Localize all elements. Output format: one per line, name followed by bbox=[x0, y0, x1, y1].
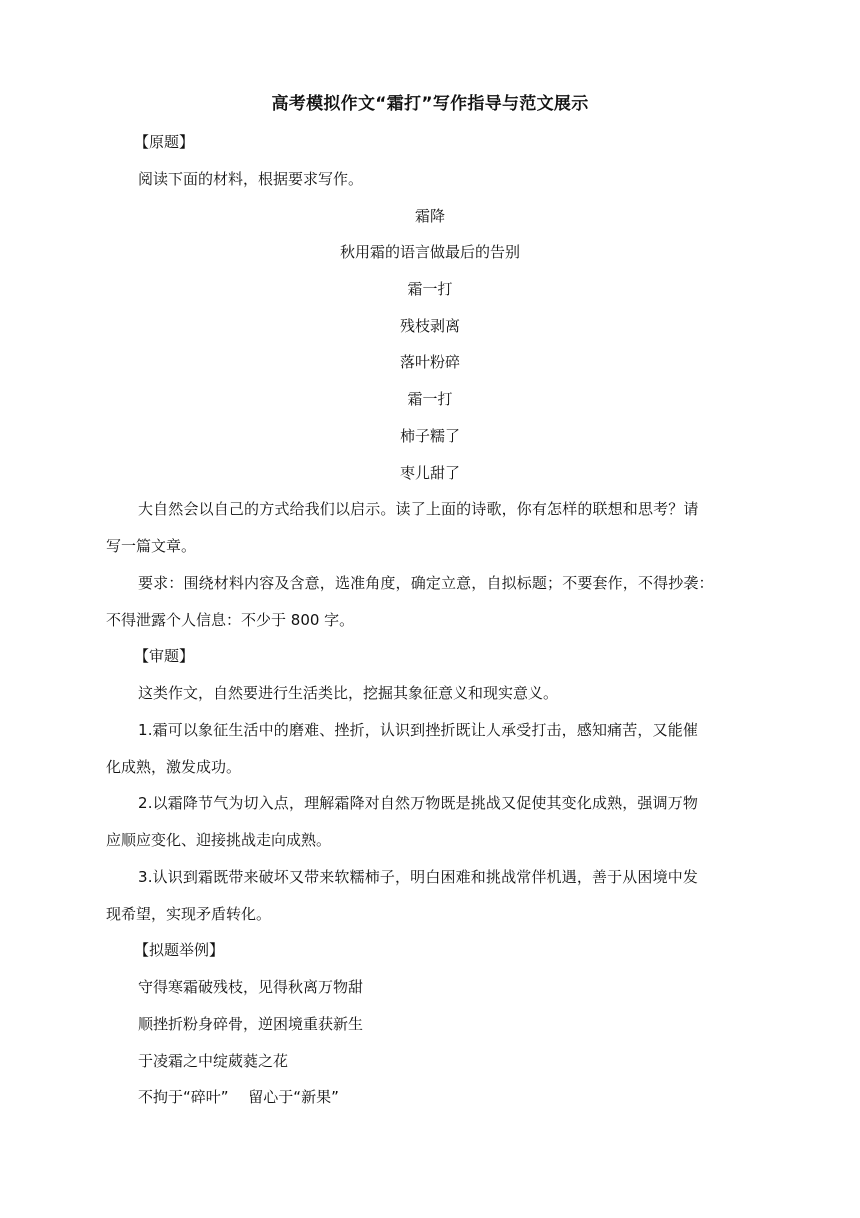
prompt-text-cont: 写一篇文章。 bbox=[106, 537, 197, 555]
titles-heading: 【拟题举例】 bbox=[134, 941, 225, 959]
analysis-point-2-cont: 应顺应变化、迎接挑战走向成熟。 bbox=[106, 831, 332, 849]
title-example: 于凌霜之中绽葳蕤之花 bbox=[138, 1052, 289, 1070]
analysis-point-1: 1.霜可以象征生活中的磨难、挫折，认识到挫折既让人承受打击，感知痛苦，又能催 bbox=[138, 721, 699, 739]
analysis-point-2: 2.以霜降节气为切入点，理解霜降对自然万物既是挑战又促使其变化成熟，强调万物 bbox=[138, 794, 699, 812]
poem-line: 秋用霜的语言做最后的告别 bbox=[339, 243, 520, 261]
analysis-point-3: 3.认识到霜既带来破坏又带来软糯柿子，明白困难和挑战常伴机遇，善于从困境中发 bbox=[138, 868, 699, 886]
requirements-text: 要求：围绕材料内容及含意，选准角度，确定立意，自拟标题；不要套作，不得抄袭： bbox=[138, 574, 714, 592]
prompt-text: 大自然会以自己的方式给我们以启示。读了上面的诗歌，你有怎样的联想和思考？请 bbox=[138, 500, 699, 518]
original-heading: 【原题】 bbox=[134, 133, 195, 151]
poem-line: 霜一打 bbox=[407, 390, 453, 408]
analysis-point-3-cont: 现希望，实现矛盾转化。 bbox=[106, 905, 272, 923]
title-example: 顺挫折粉身碎骨，逆困境重获新生 bbox=[138, 1015, 364, 1033]
poem-line: 枣儿甜了 bbox=[399, 464, 460, 482]
poem-line: 柿子糯了 bbox=[399, 427, 460, 445]
poem-line: 残枝剥离 bbox=[399, 317, 460, 335]
poem-line: 落叶粉碎 bbox=[399, 353, 460, 371]
intro-text: 阅读下面的材料，根据要求写作。 bbox=[138, 170, 364, 188]
poem-line: 霜一打 bbox=[407, 280, 453, 298]
poem-line: 霜降 bbox=[414, 207, 445, 225]
analysis-intro: 这类作文，自然要进行生活类比，挖掘其象征意义和现实意义。 bbox=[138, 684, 559, 702]
title-example: 不拘于“碎叶” 留心于“新果” bbox=[138, 1088, 339, 1106]
title-example: 守得寒霜破残枝，见得秋离万物甜 bbox=[138, 978, 364, 996]
document-title: 高考模拟作文“霜打”写作指导与范文展示 bbox=[271, 94, 589, 114]
analysis-heading: 【审题】 bbox=[134, 647, 195, 665]
requirements-text-cont: 不得泄露个人信息：不少于 800 字。 bbox=[106, 611, 355, 629]
analysis-point-1-cont: 化成熟，激发成功。 bbox=[106, 758, 242, 776]
